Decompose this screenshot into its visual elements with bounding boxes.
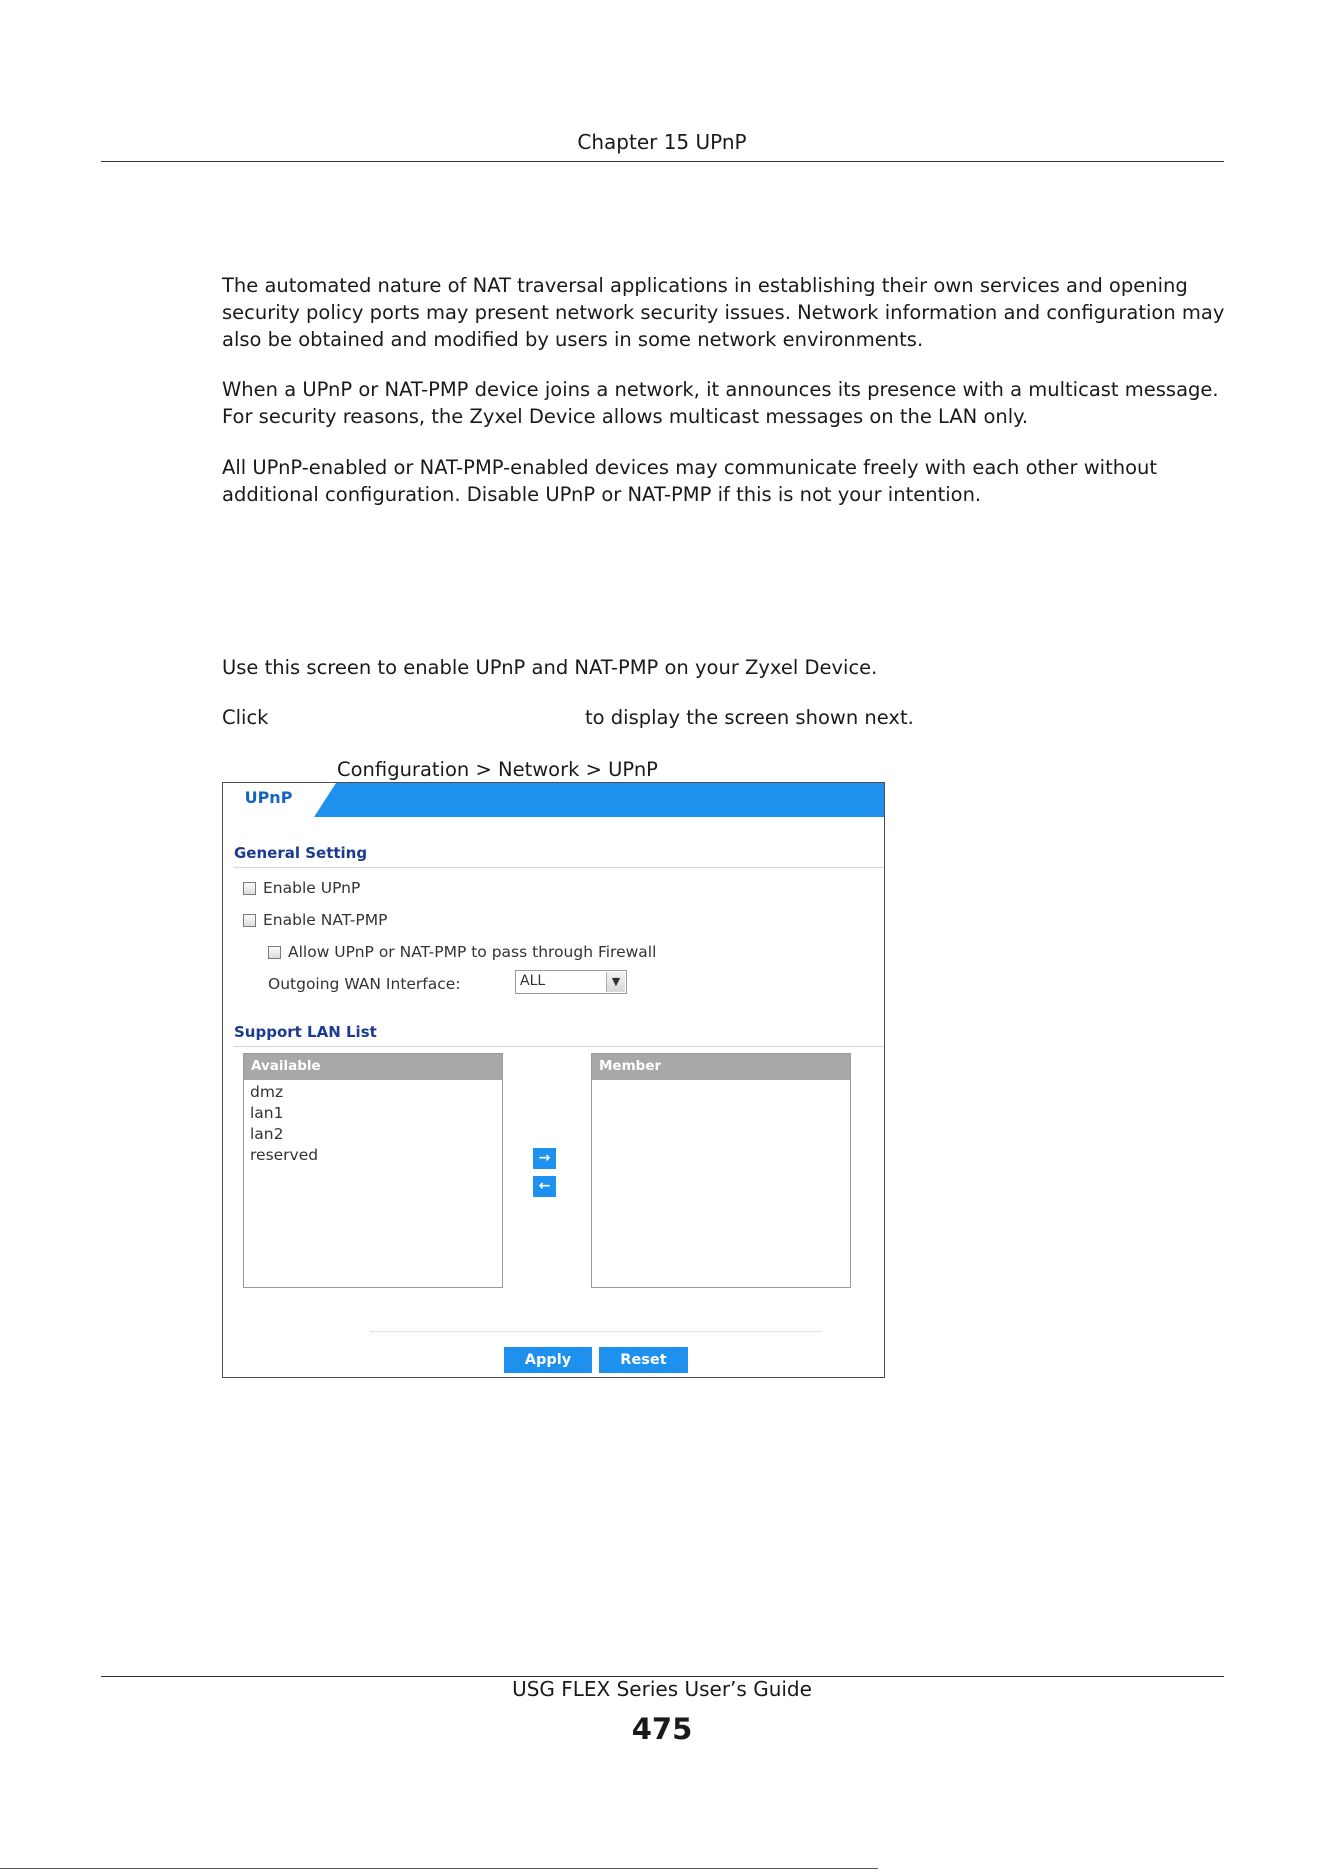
allow-firewall-row — [268, 943, 656, 961]
support-lan-divider — [234, 1046, 884, 1047]
tab-slant-decoration — [314, 783, 336, 817]
available-list[interactable] — [243, 1053, 503, 1288]
remove-from-member-button[interactable] — [533, 1176, 556, 1197]
paragraph-security: The automated nature of NAT traversal applications in establishing their own services and opening security policy ports may present network security issues. Network information and configuration may also be obtained and modified by users in some network environments. — [222, 274, 1225, 351]
reset-button[interactable]: Reset — [599, 1347, 688, 1373]
allow-firewall-label: Allow UPnP or NAT-PMP to pass through Firewall — [288, 943, 657, 961]
enable-upnp-row — [243, 879, 360, 897]
click-instruction-rest: to display the screen shown next. — [585, 706, 914, 729]
general-setting-title: General Setting — [234, 844, 368, 862]
enable-natpmp-label: Enable NAT-PMP — [263, 911, 388, 929]
outgoing-wan-value: ALL — [520, 973, 546, 989]
list-item[interactable]: lan2 — [250, 1125, 284, 1143]
available-items — [244, 1080, 502, 1166]
footer-title: USG FLEX Series User’s Guide — [512, 1677, 812, 1701]
page-number: 475 — [631, 1712, 693, 1746]
member-list[interactable] — [591, 1053, 851, 1288]
enable-natpmp-checkbox[interactable] — [243, 914, 256, 927]
paragraph-multicast: When a UPnP or NAT-PMP device joins a network, it announces its presence with a multicast message. For security reasons, the Zyxel Device allows multicast messages on the LAN only. — [222, 378, 1219, 428]
list-item[interactable]: dmz — [250, 1083, 284, 1101]
allow-firewall-checkbox[interactable] — [268, 946, 281, 959]
header-rule — [101, 161, 1224, 162]
paragraph-communicate: All UPnP-enabled or NAT-PMP-enabled devices may communicate freely with each other without additional configuration. Disable UPnP or NAT-PMP if this is not your intention. — [222, 456, 1158, 506]
available-header: Available — [244, 1054, 502, 1080]
general-setting-divider — [234, 867, 884, 868]
enable-upnp-checkbox[interactable] — [243, 882, 256, 895]
list-item[interactable]: reserved — [250, 1146, 319, 1164]
outgoing-wan-select[interactable] — [515, 970, 627, 994]
arrow-left-icon: ← — [538, 1178, 551, 1194]
list-item[interactable]: lan1 — [250, 1104, 284, 1122]
paragraph-use-screen: Use this screen to enable UPnP and NAT-PMP on your Zyxel Device. — [222, 656, 878, 679]
click-instruction-word: Click — [222, 706, 269, 729]
support-lan-title: Support LAN List — [234, 1023, 377, 1041]
outgoing-wan-label: Outgoing WAN Interface: — [268, 975, 461, 993]
button-divider — [371, 1331, 821, 1332]
tab-upnp[interactable]: UPnP — [223, 783, 314, 818]
chapter-header: Chapter 15 UPnP — [577, 130, 747, 154]
apply-button[interactable]: Apply — [504, 1347, 592, 1373]
chevron-down-icon[interactable]: ▼ — [606, 972, 625, 992]
enable-natpmp-row — [243, 911, 387, 929]
add-to-member-button[interactable] — [533, 1148, 556, 1169]
bottom-edge-line — [0, 1868, 878, 1869]
figure-caption: Configuration > Network > UPnP — [337, 758, 658, 781]
member-header: Member — [592, 1054, 850, 1080]
upnp-panel — [222, 782, 885, 1378]
enable-upnp-label: Enable UPnP — [263, 879, 361, 897]
arrow-right-icon: → — [538, 1150, 551, 1166]
